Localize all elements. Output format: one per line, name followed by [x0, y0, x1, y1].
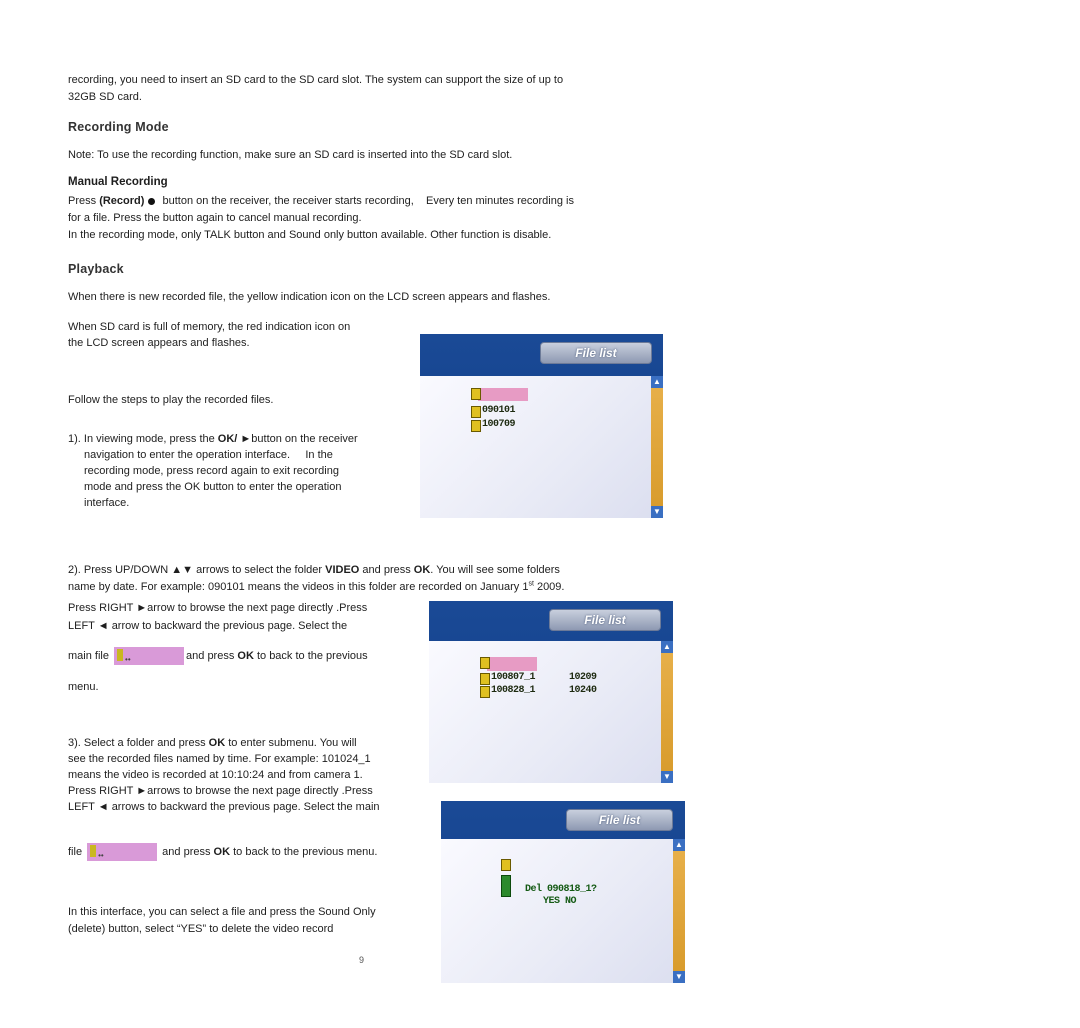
text: and press [159, 846, 214, 858]
lcd-screen-1 [420, 334, 663, 518]
text: button on the receiver, the receiver starts recording, Every ten minutes recording is [159, 195, 574, 207]
playback-heading: Playback [68, 262, 124, 276]
selection-bar [487, 657, 537, 671]
delete-dialog-line-2: YES NO [543, 896, 577, 907]
delete-dialog-line-1: Del 090818_1? [525, 884, 597, 895]
folder-icon [90, 845, 96, 857]
text: to enter submenu. You will [225, 737, 357, 749]
intro-line-2: 32GB SD card. [68, 91, 142, 103]
step-2-line-5 [68, 646, 368, 666]
text: and press [359, 564, 414, 576]
screen-body [420, 376, 651, 518]
text: . You will see some folders [430, 564, 560, 576]
folder-name: 090101 [482, 405, 516, 416]
step-3-line-1 [68, 735, 438, 751]
playback-yellow-line: When there is new recorded file, the yellow indication icon on the LCD screen appears and flashes. [68, 291, 551, 303]
ok-bold: OK [237, 650, 254, 662]
text: 2009. [533, 581, 565, 593]
video-bold: VIDEO [325, 564, 360, 576]
screen-body [429, 641, 661, 783]
step-2-line-4: LEFT ◄ arrow to backward the previous page. Select the [68, 620, 348, 632]
main-file-selection-image [114, 647, 184, 665]
step-1-line-1 [68, 431, 418, 447]
text: main file [68, 650, 109, 662]
scrollbar[interactable] [661, 641, 673, 783]
record-bold: (Record) [99, 195, 145, 207]
intro-line-1: recording, you need to insert an SD card to the SD card slot. The system can support the size of up to [68, 74, 564, 86]
selection-bar [478, 388, 528, 401]
folder-icon [501, 859, 511, 871]
ok-bold: OK [413, 564, 431, 576]
page-number: 9 [359, 955, 365, 965]
step-2-line-2 [68, 579, 564, 595]
step-3-line-5: LEFT ◄ arrows to backward the previous page. Select the main [68, 801, 380, 813]
step-3 [68, 735, 438, 815]
step-1-line-4: mode and press the OK button to enter the operation [84, 481, 342, 493]
folder-icon [480, 657, 490, 669]
step-3-line-6 [68, 842, 377, 862]
scroll-up-icon[interactable]: ▲ [651, 376, 663, 388]
file-list-tab: File list [540, 342, 652, 364]
screen-body [441, 839, 673, 983]
folder-icon [471, 420, 481, 432]
file-list-tab: File list [566, 809, 673, 831]
scroll-up-icon[interactable]: ▲ [673, 839, 685, 851]
lcd-screen-2 [429, 601, 673, 783]
recording-mode-note: Note: To use the recording function, make sure an SD card is inserted into the SD card slot. [68, 149, 513, 161]
scrollbar[interactable] [651, 376, 663, 518]
step-3-line-3: means the video is recorded at 10:10:24 and from camera 1. [68, 769, 363, 781]
manual-recording-line-2: for a file. Press the button again to cancel manual recording. [68, 212, 362, 224]
file-name: 100807_1 [491, 672, 536, 683]
text: Press [68, 195, 100, 207]
file-name: 100828_1 [491, 685, 536, 696]
text: 3). Select a folder and press [68, 737, 209, 749]
step-2-line-1 [68, 562, 560, 578]
ok-bold: OK [213, 846, 231, 858]
lcd-screen-3 [441, 801, 685, 983]
folder-icon [117, 649, 123, 661]
folder-name: 100709 [482, 419, 516, 430]
final-line-2: (delete) button, select “YES” to delete the video record [68, 923, 334, 935]
up-dots: •• [125, 655, 131, 665]
scroll-down-icon[interactable]: ▼ [673, 971, 685, 983]
ok-bold: OK/ ► [217, 433, 252, 445]
file-size: 10240 [569, 685, 597, 696]
step-2-line-6: menu. [68, 681, 99, 693]
file-icon [480, 673, 490, 685]
text: 2). Press UP/DOWN ▲▼ arrows to select the folder [68, 564, 326, 576]
step-1-line-2: navigation to enter the operation interface. In the [84, 449, 333, 461]
scrollbar[interactable] [673, 839, 685, 983]
text: file [68, 846, 83, 858]
playback-follow: Follow the steps to play the recorded files. [68, 394, 274, 406]
folder-icon [471, 406, 481, 418]
text: and press [186, 650, 238, 662]
step-3-line-4: Press RIGHT ►arrows to browse the next page directly .Press [68, 785, 373, 797]
folder-icon [471, 388, 481, 400]
text: 1). In viewing mode, press the [68, 433, 218, 445]
step-2-line-3: Press RIGHT ►arrow to browse the next page directly .Press [68, 602, 368, 614]
ordinal-suffix: st [528, 580, 534, 588]
step-3-line-2: see the recorded files named by time. For example: 101024_1 [68, 753, 371, 765]
file-icon [480, 686, 490, 698]
step-1-line-3: recording mode, press record again to exit recording [84, 465, 339, 477]
file-size: 10209 [569, 672, 597, 683]
manual-recording-line-1 [68, 193, 574, 209]
step-1 [68, 431, 418, 511]
final-line-1: In this interface, you can select a file and press the Sound Only [68, 906, 376, 918]
playback-red-line-1: When SD card is full of memory, the red indication icon on [68, 321, 351, 333]
scroll-down-icon[interactable]: ▼ [651, 506, 663, 518]
scroll-up-icon[interactable]: ▲ [661, 641, 673, 653]
text: button on the receiver [251, 433, 358, 445]
file-list-tab: File list [549, 609, 661, 631]
manual-recording-line-3: In the recording mode, only TALK button and Sound only button available. Other function is disable. [68, 229, 552, 241]
text: to back to the previous [253, 650, 368, 662]
recording-mode-heading: Recording Mode [68, 120, 169, 134]
scroll-down-icon[interactable]: ▼ [661, 771, 673, 783]
up-dots: •• [98, 851, 104, 861]
file-icon [501, 875, 511, 897]
step-1-line-5: interface. [84, 497, 130, 509]
ok-bold: OK [208, 737, 226, 749]
playback-red-line-2: the LCD screen appears and flashes. [68, 337, 250, 349]
main-file-selection-image [87, 843, 157, 861]
text: name by date. For example: 090101 means the videos in this folder are recorded on January 1 [68, 581, 529, 593]
record-dot-icon [148, 198, 155, 205]
manual-recording-heading: Manual Recording [68, 176, 168, 188]
text: to back to the previous menu. [230, 846, 378, 858]
